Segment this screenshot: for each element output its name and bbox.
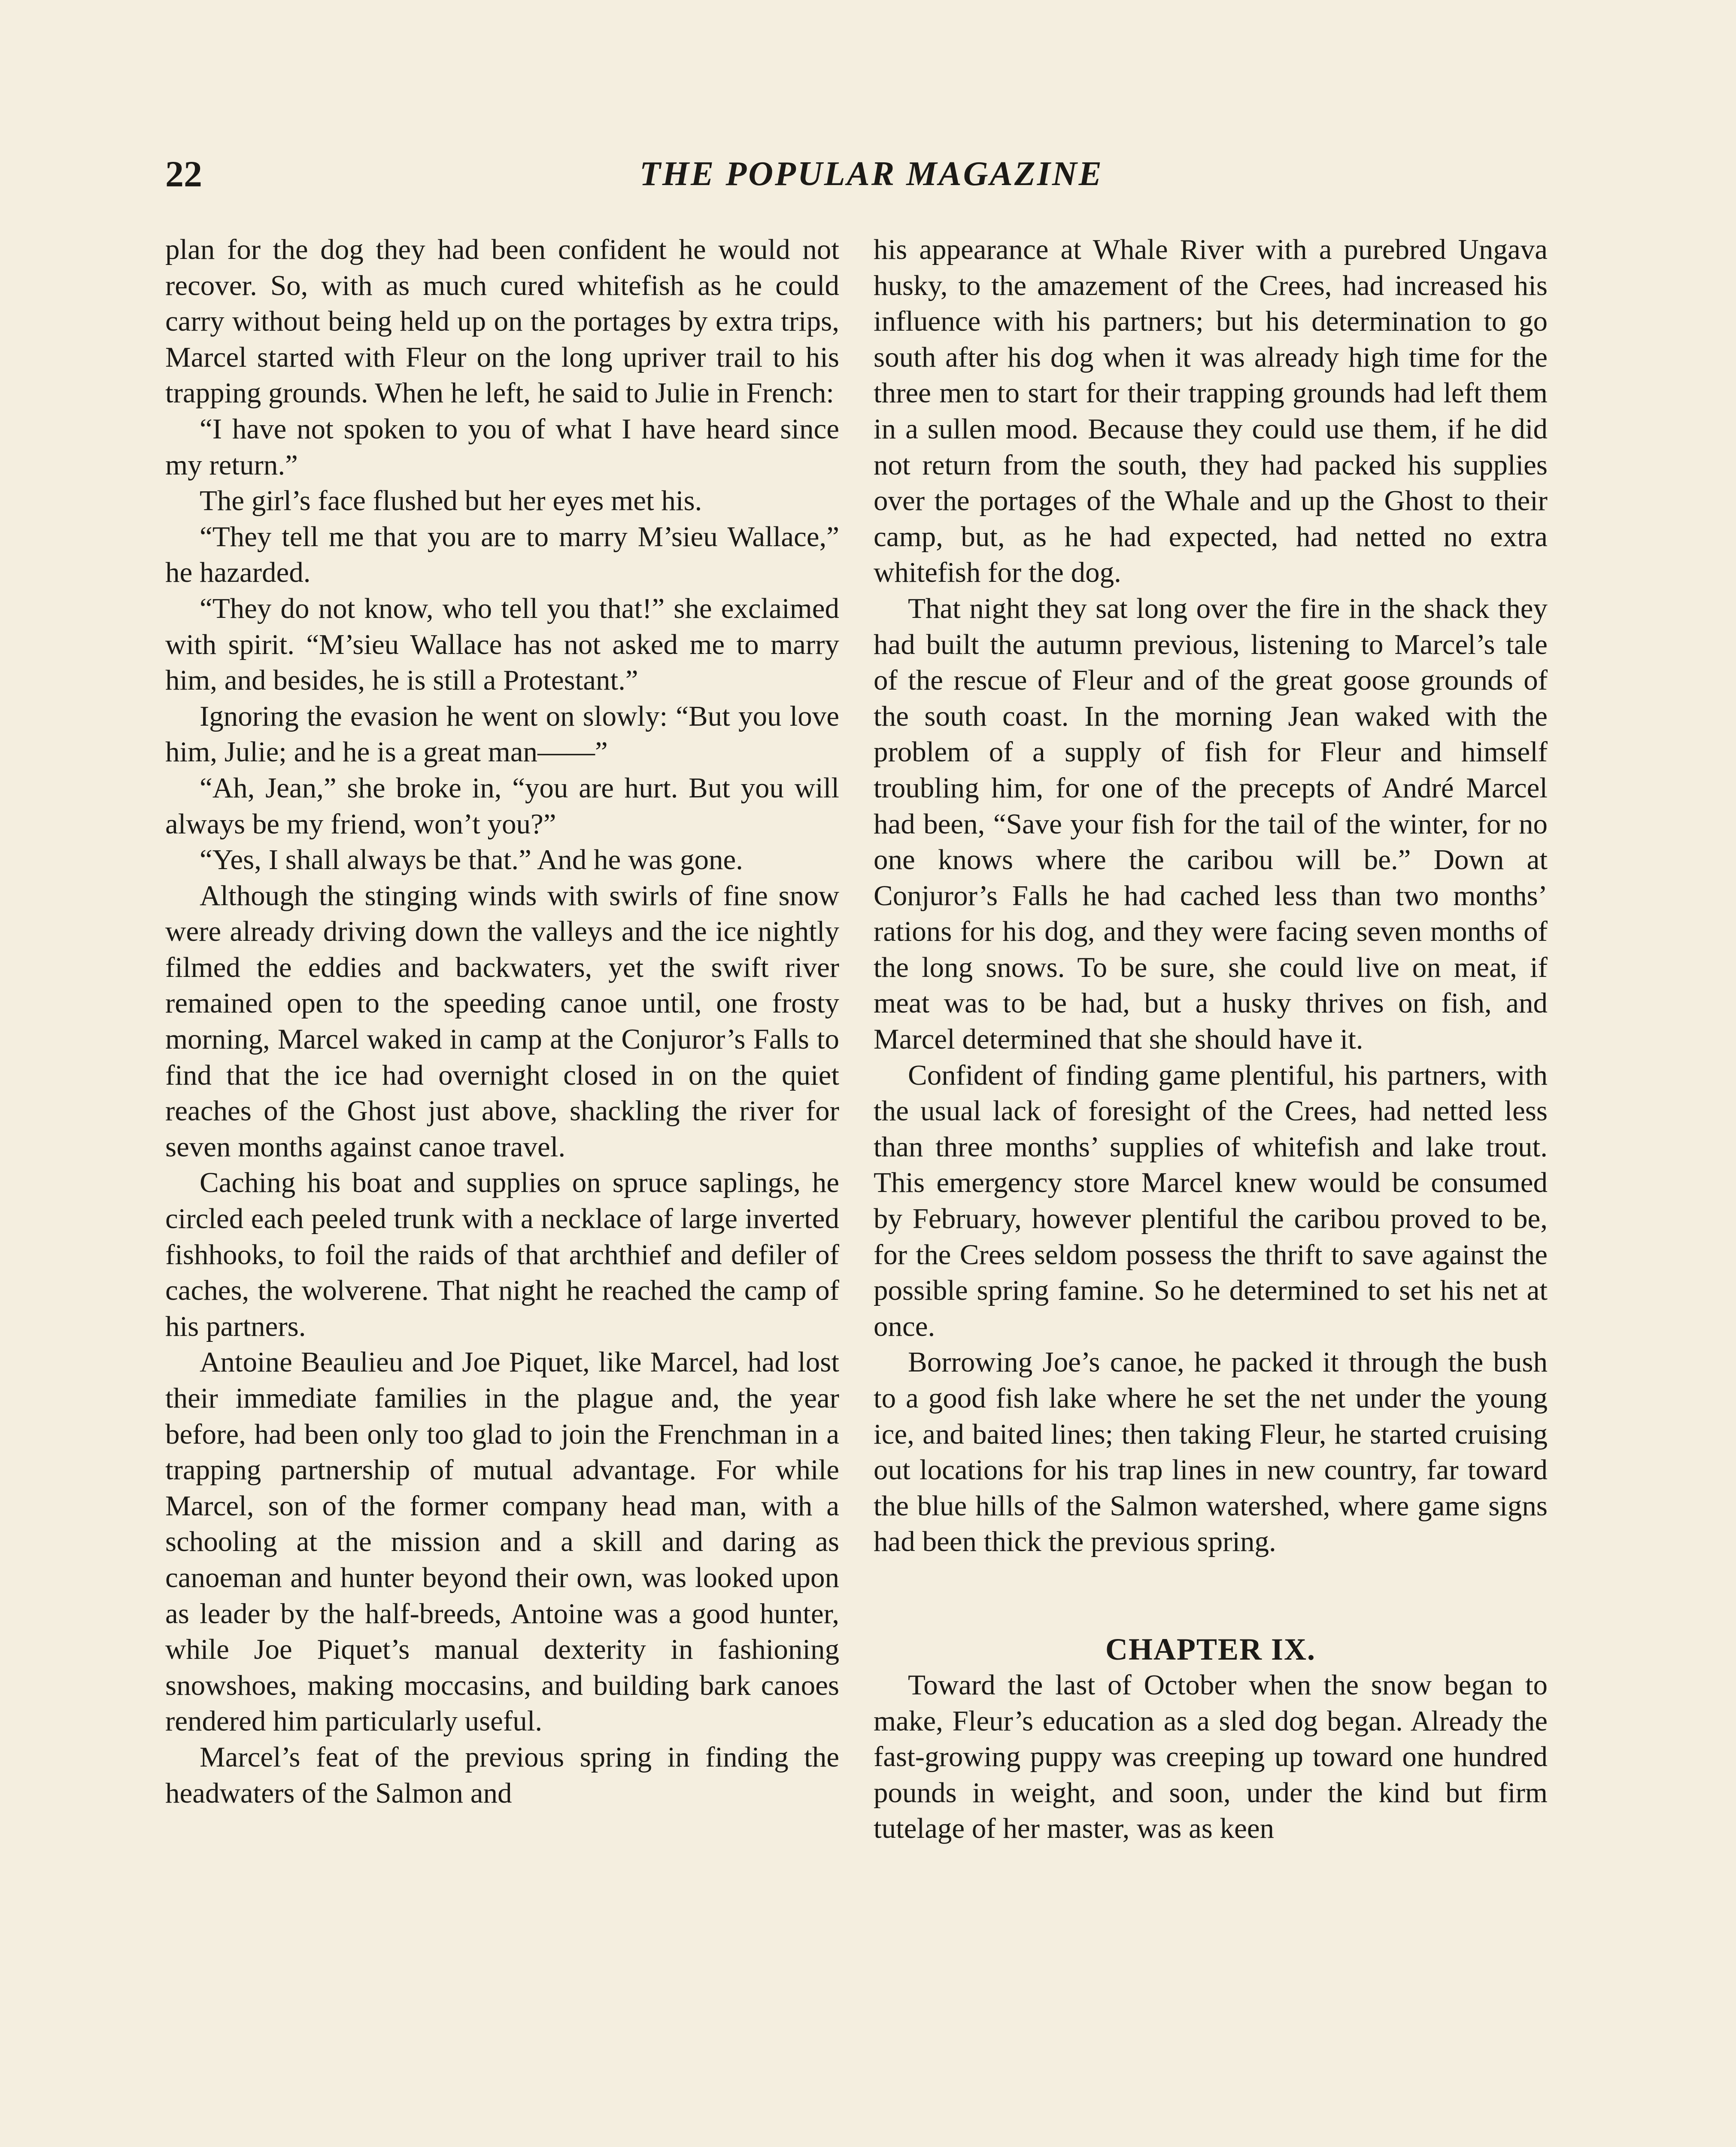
paragraph: Borrowing Joe’s canoe, he packed it through the bush to a good fish lake where he set the net under the young ice, and baited lines; then taking Fleur, he started cruising out locations for his trap lines in new country, far toward the blue hills of the Salmon watershed, where game signs had been thick the previous spring. xyxy=(874,1346,1548,1558)
paragraph: his appearance at Whale River with a purebred Ungava husky, to the amazement of the Crees, had increased his influence with his partners; but his determination to go south after his dog when it was already high time for the three men to start for their trapping grounds had left them in a sullen mood. Because they could use them, if he did not return from the south, they had packed his supplies over the portages of the Whale and up the Ghost to their camp, but, as he had expected, had netted no extra whitefish for the dog. xyxy=(874,234,1548,589)
paragraph: “I have not spoken to you of what I have heard since my return.” xyxy=(165,413,839,481)
paragraph: “They tell me that you are to marry M’sieu Wallace,” he hazarded. xyxy=(165,520,839,589)
running-head: THE POPULAR MAGAZINE xyxy=(639,155,1104,193)
text-columns xyxy=(165,232,1578,2147)
page-header xyxy=(165,146,1578,202)
paragraph: “Ah, Jean,” she broke in, “you are hurt. But you will always be my friend, won’t you?” xyxy=(165,772,839,840)
left-column xyxy=(165,232,839,1811)
paragraph: Ignoring the evasion he went on slowly: “But you love him, Julie; and he is a great man——” xyxy=(165,700,839,768)
paragraph: plan for the dog they had been confident he would not recover. So, with as much cured whitefish as he could carry without being held up on the portages by extra trips, Marcel started with Fleur on the long upriver trail to his trapping grounds. When he left, he said to Julie in French: xyxy=(165,234,839,409)
chapter-heading: CHAPTER IX. xyxy=(1105,1632,1316,1667)
page-number: 22 xyxy=(165,153,202,195)
paragraph: That night they sat long over the fire in the shack they had built the autumn previous, listening to Marcel’s tale of the rescue of Fleur and of the great goose grounds of the south coast. In the morning Jean waked with the problem of a supply of fish for Fleur and himself troubling him, for one of the precepts of André Marcel had been, “Save your fish for the tail of the winter, for no one knows where the caribou will be.” Down at Conjuror’s Falls he had cached less than two months’ rations for his dog, and they were facing seven months of the long snows. To be sure, she could live on meat, if meat was to be had, but a husky thrives on fish, and Marcel determined that she should have it. xyxy=(874,592,1548,1055)
paragraph: Toward the last of October when the snow began to make, Fleur’s education as a sled dog began. Already the fast-growing puppy was creeping up toward one hundred pounds in weight, and soon, under the kind but firm tutelage of her master, was as keen xyxy=(874,1669,1548,1845)
paragraph: Although the stinging winds with swirls of fine snow were already driving down the valleys and the ice nightly filmed the eddies and backwaters, yet the swift river remained open to the speeding canoe until, one frosty morning, Marcel waked in camp at the Conjuror’s Falls to find that the ice had overnight closed in on the quiet reaches of the Ghost just above, shackling the river for seven months against canoe travel. xyxy=(165,879,839,1163)
paragraph: Caching his boat and supplies on spruce saplings, he circled each peeled trunk with a necklace of large inverted fishhooks, to foil the raids of that archthief and defiler of caches, the wolverene. That night he reached the camp of his partners. xyxy=(165,1167,839,1342)
right-column xyxy=(874,232,1548,1847)
paragraph: “Yes, I shall always be that.” And he was gone. xyxy=(200,844,743,876)
paragraph: The girl’s face flushed but her eyes met his. xyxy=(200,485,702,517)
paragraph: Confident of finding game plentiful, his partners, with the usual lack of foresight of the Crees, had netted less than three months’ supplies of whitefish and lake trout. This emergency store Marcel knew would be consumed by February, however plentiful the caribou proved to be, for the Crees seldom possess the thrift to save against the possible spring famine. So he determined to set his net at once. xyxy=(874,1059,1548,1342)
paragraph: Marcel’s feat of the previous spring in finding the headwaters of the Salmon and xyxy=(165,1741,839,1809)
paragraph: “They do not know, who tell you that!” she exclaimed with spirit. “M’sieu Wallace has not asked me to marry him, and besides, he is still a Protestant.” xyxy=(165,592,839,696)
paragraph: Antoine Beaulieu and Joe Piquet, like Marcel, had lost their immediate families in the plague and, the year before, had been only too glad to join the Frenchman in a trapping partnership of mutual advantage. For while Marcel, son of the former company head man, with a schooling at the mission and a skill and daring as canoeman and hunter beyond their own, was looked upon as leader by the half-breeds, Antoine was a good hunter, while Joe Piquet’s manual dexterity in fashioning snowshoes, making moccasins, and building bark canoes rendered him particularly useful. xyxy=(165,1346,839,1737)
